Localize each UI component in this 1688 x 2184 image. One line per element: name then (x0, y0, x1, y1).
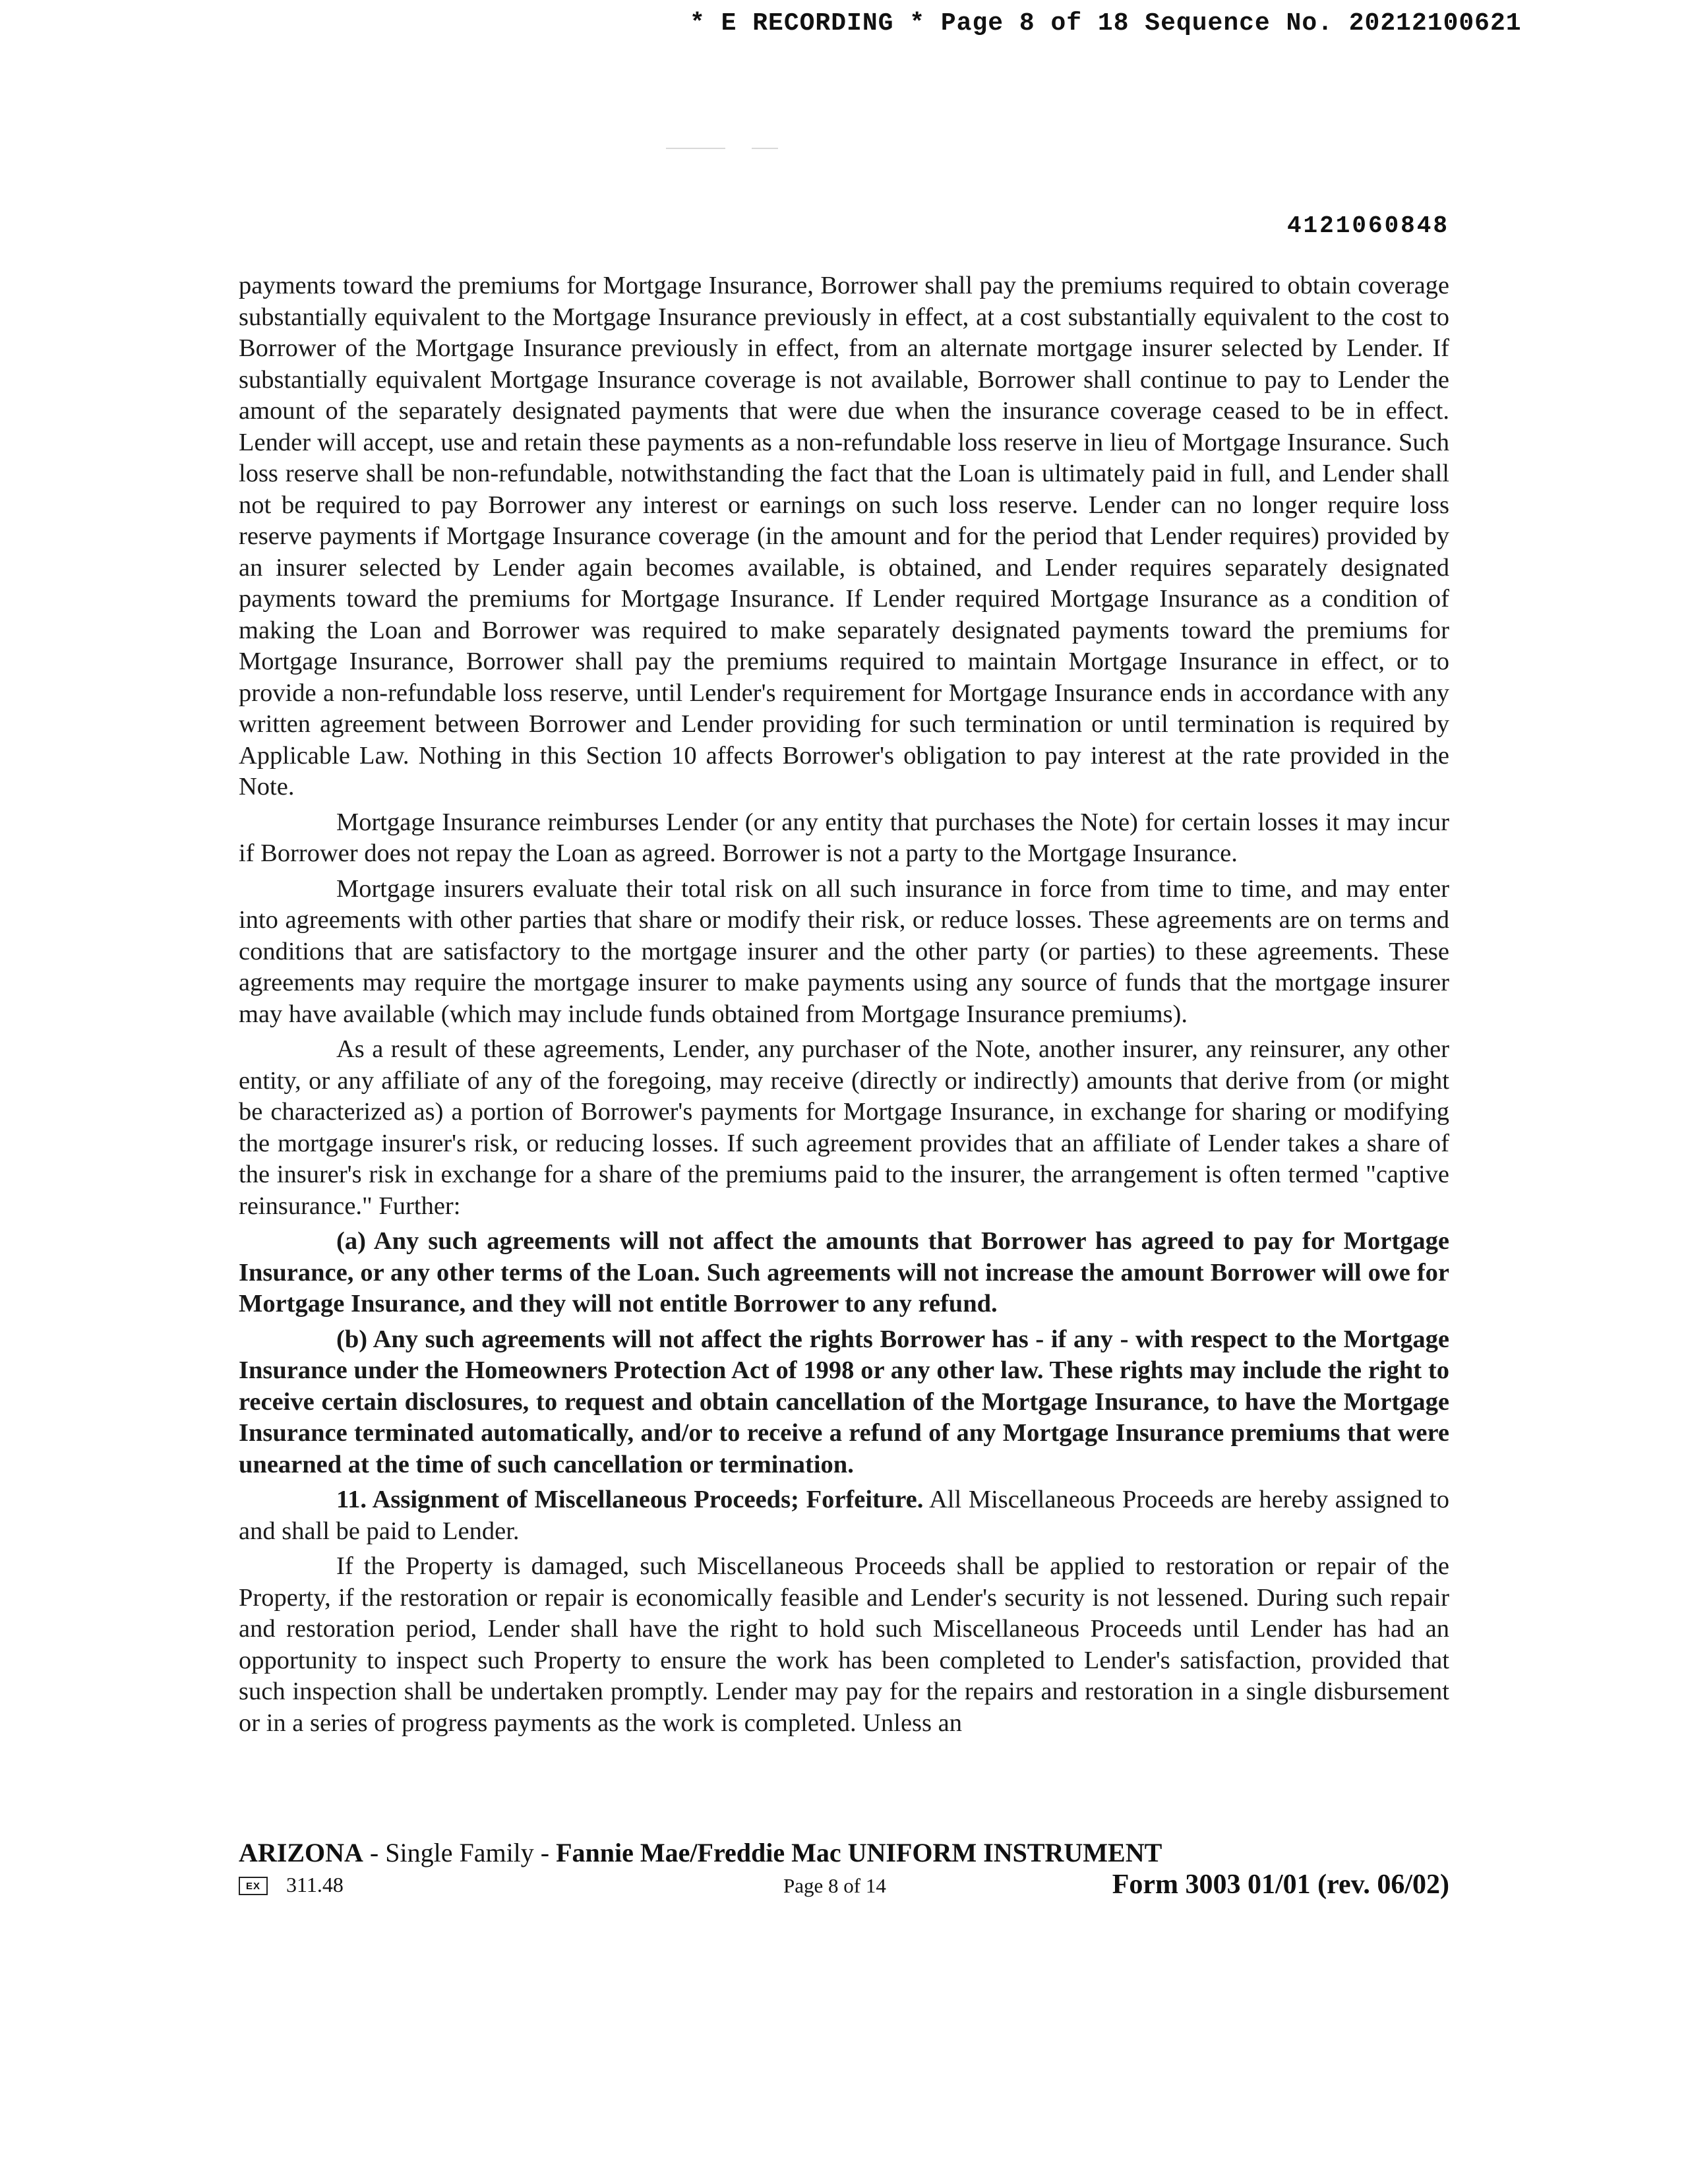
loan-number: 4121060848 (1286, 212, 1449, 239)
footer-instrument-line (239, 1837, 1162, 1868)
paragraph-mortgage-insurance-reimburses: Mortgage Insurance reimburses Lender (or any entity that purchases the Note) for certain losses it may incur if Borrower does not repay the Loan as agreed. Borrower is not a party to the Mortgage Insurance. (239, 808, 1449, 867)
paragraph-property-damaged: If the Property is damaged, such Miscellaneous Proceeds shall be applied to restoration or repair of the Property, if the restoration or repair is economically feasible and Lender's security is not lessened. During such repair and restoration period, Lender shall have the right to hold such Miscellaneous Proceeds until Lender has had an opportunity to inspect such Property to ensure the work has been completed to Lender's satisfaction, provided that such inspection shall be undertaken promptly. Lender may pay for the repairs and restoration in a single disbursement or in a series of progress payments as the work is completed. Unless an (239, 1552, 1449, 1737)
page-number: Page 8 of 14 (783, 1874, 886, 1897)
ex-logo-icon: EX (239, 1877, 268, 1895)
paragraph-section-11 (239, 1484, 1449, 1547)
scan-speck (752, 148, 778, 149)
form-code: 311.48 (286, 1873, 344, 1896)
document-body (239, 270, 1449, 1743)
paragraph-clause-b: (b) Any such agreements will not affect the rights Borrower has - if any - with respect to the Mortgage Insurance under the Homeowners Protection Act of 1998 or any other law. These rights may include the right to receive certain disclosures, to request and obtain cancellation of the Mortgage Insurance, to have the Mortgage Insurance terminated automatically, and/or to receive a refund of any Mortgage Insurance premiums that were unearned at the time of such cancellation or termination. (239, 1325, 1449, 1478)
paragraph-mortgage-insurance-continued: payments toward the premiums for Mortgage Insurance, Borrower shall pay the premiums required to obtain coverage substantially equivalent to the Mortgage Insurance previously in effect, at a cost substantially equivalent to the cost to Borrower of the Mortgage Insurance previously in effect, from an alternate mortgage insurer selected by Lender. If substantially equivalent Mortgage Insurance coverage is not available, Borrower shall continue to pay to Lender the amount of the separately designated payments that were due when the insurance coverage ceased to be in effect. Lender will accept, use and retain these payments as a non-refundable loss reserve in lieu of Mortgage Insurance. Such loss reserve shall be non-refundable, notwithstanding the fact that the Loan is ultimately paid in full, and Lender shall not be required to pay Borrower any interest or earnings on such loss reserve. Lender can no longer require loss reserve payments if Mortgage Insurance coverage (in the amount and for the period that Lender requires) provided by an insurer selected by Lender again becomes available, is obtained, and Lender requires separately designated payments toward the premiums for Mortgage Insurance. If Lender required Mortgage Insurance as a condition of making the Loan and Borrower was required to make separately designated payments toward the premiums for Mortgage Insurance, Borrower shall pay the premiums required to maintain Mortgage Insurance in effect, or to provide a non-refundable loss reserve, until Lender's requirement for Mortgage Insurance ends in accordance with any written agreement between Borrower and Lender providing for such termination or until termination is required by Applicable Law. Nothing in this Section 10 affects Borrower's obligation to pay interest at the rate provided in the Note. (239, 272, 1449, 801)
section-11-heading: 11. Assignment of Miscellaneous Proceeds; Forfeiture. (336, 1486, 924, 1513)
paragraph-clause-a: (a) Any such agreements will not affect the amounts that Borrower has agreed to pay for Mortgage Insurance, or any other terms of the Loan. Such agreements will not increase the amount Borrower will owe for Mortgage Insurance, and they will not entitle Borrower to any refund. (239, 1227, 1449, 1318)
footer-instrument: Fannie Mae/Freddie Mac UNIFORM INSTRUMENT (556, 1838, 1162, 1867)
section-11-text: All Miscellaneous Proceeds are hereby assigned to and shall be paid to Lender. (239, 1486, 1449, 1545)
footer-row (239, 1871, 1449, 1904)
recording-stamp: * E RECORDING * Page 8 of 18 Sequence No. 20212100621 (690, 9, 1522, 38)
form-number: Form 3003 01/01 (rev. 06/02) (1112, 1869, 1449, 1900)
footer-state: ARIZONA (239, 1838, 363, 1867)
paragraph-result-of-agreements: As a result of these agreements, Lender, any purchaser of the Note, another insurer, any reinsurer, any other entity, or any affiliate of any of the foregoing, may receive (directly or indirectly) amounts that derive from (or might be characterized as) a portion of Borrower's payments for Mortgage Insurance, in exchange for sharing or modifying the mortgage insurer's risk, or reducing losses. If such agreement provides that an affiliate of Lender takes a share of the insurer's risk in exchange for a share of the premiums paid to the insurer, the arrangement is often termed "captive reinsurance." Further: (239, 1035, 1449, 1220)
footer-family-type: - Single Family - (363, 1838, 557, 1867)
paragraph-mortgage-insurers-evaluate: Mortgage insurers evaluate their total risk on all such insurance in force from time to time, and may enter into agreements with other parties that share or modify their risk, or reduce losses. These agreements are on terms and conditions that are satisfactory to the mortgage insurer and the other party (or parties) to these agreements. These agreements may require the mortgage insurer to make payments using any source of funds that the mortgage insurer may have available (which may include funds obtained from Mortgage Insurance premiums). (239, 874, 1449, 1028)
scan-speck (666, 148, 725, 149)
